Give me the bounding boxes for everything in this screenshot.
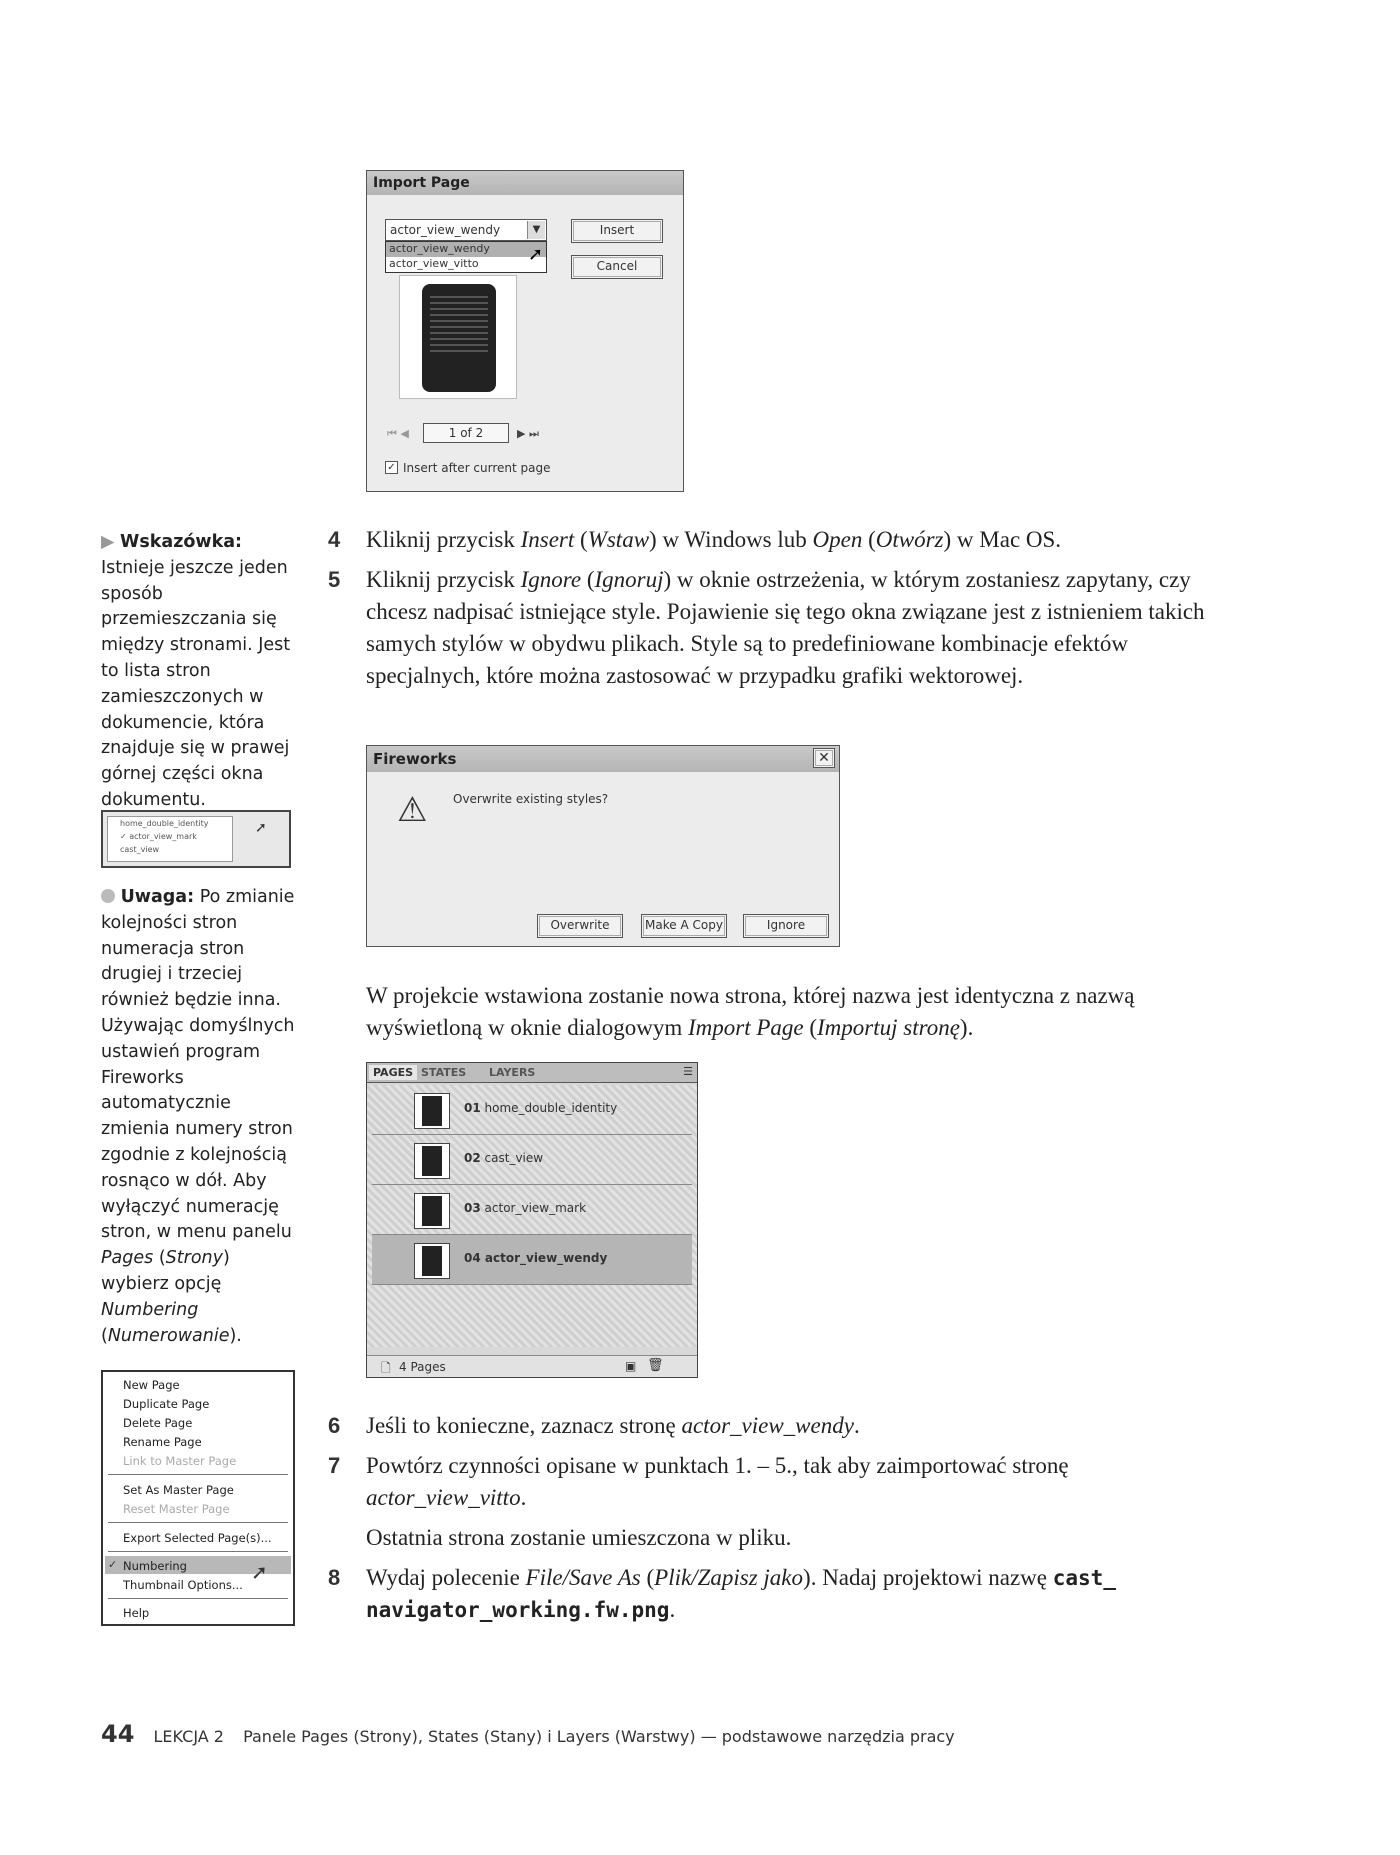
- page-row[interactable]: [372, 1085, 692, 1135]
- step-text: [366, 1562, 1226, 1626]
- dialog-title: Import Page: [367, 171, 683, 195]
- insert-after-label: Insert after current page: [403, 461, 551, 475]
- page-preview: [399, 275, 517, 399]
- page-list-popup: [107, 816, 233, 862]
- trash-icon[interactable]: 🗑: [647, 1358, 664, 1373]
- em: File/Save As: [525, 1565, 641, 1590]
- paragraph-new-page: [366, 980, 1226, 1044]
- em: Otwórz: [875, 527, 944, 552]
- fireworks-dialog: [366, 745, 840, 947]
- page-label: cast_view: [484, 1151, 544, 1165]
- em: Importuj stronę: [817, 1015, 960, 1040]
- text: Jeśli to konieczne, zaznacz stronę: [366, 1413, 682, 1438]
- page-num: 04: [464, 1251, 481, 1265]
- step-text: [366, 524, 1226, 556]
- page-number-field[interactable]: 1 of 2: [423, 423, 509, 443]
- page-name: [464, 1101, 617, 1115]
- text: .: [669, 1597, 676, 1622]
- panel-footer: [367, 1355, 697, 1377]
- menu-item-thumbnail-options[interactable]: Thumbnail Options...: [123, 1578, 243, 1592]
- footer-title: Panele Pages (Strony), States (Stany) i Layers (Warstwy) — podstawowe narzędzia pracy: [243, 1727, 955, 1746]
- page-row-selected[interactable]: [372, 1235, 692, 1285]
- text: Powtórz czynności opisane w punktach 1. – 5., tak aby zaimportować stronę: [366, 1453, 1069, 1478]
- text: Ostatnia strona zostanie umieszczona w pliku.: [366, 1525, 792, 1550]
- list-item-label: actor_view_mark: [129, 832, 197, 841]
- panel-menu-icon[interactable]: ☰: [683, 1065, 693, 1078]
- step-text: [366, 1450, 1186, 1514]
- list-item[interactable]: home_double_identity: [120, 819, 209, 828]
- note-box: [101, 885, 299, 1349]
- page-list-screenshot: [101, 810, 291, 868]
- em: Import Page: [687, 1015, 804, 1040]
- page-dropdown-list: [385, 241, 547, 273]
- text: ) w Mac OS.: [943, 527, 1062, 552]
- text: (: [574, 527, 588, 552]
- page-thumbnail: [414, 1193, 450, 1229]
- page-row[interactable]: [372, 1135, 692, 1185]
- em: Wstaw: [587, 527, 650, 552]
- note-text: (: [101, 1325, 108, 1346]
- page-row[interactable]: [372, 1185, 692, 1235]
- panel-tab-bar: [367, 1063, 697, 1083]
- text: ). Nadaj projektowi nazwę: [803, 1565, 1053, 1590]
- note-em: Strony: [165, 1248, 223, 1269]
- menu-item-reset-master: Reset Master Page: [123, 1502, 230, 1516]
- paragraph-last-page: [366, 1522, 1226, 1554]
- menu-item-rename-page[interactable]: Rename Page: [123, 1435, 202, 1449]
- ignore-button[interactable]: Ignore: [743, 914, 829, 938]
- note-text: (: [153, 1248, 166, 1269]
- page-num: 03: [464, 1201, 481, 1215]
- text: (: [803, 1015, 818, 1040]
- menu-item-link-master: Link to Master Page: [123, 1454, 237, 1468]
- em: Ignore: [520, 567, 582, 592]
- first-page-icon[interactable]: ⏮ ◀: [387, 427, 409, 440]
- step-number: 8: [328, 1565, 341, 1590]
- menu-separator: [108, 1474, 288, 1475]
- page-name: [464, 1201, 586, 1215]
- page-number: 44: [101, 1720, 135, 1748]
- text: Kliknij przycisk: [366, 567, 521, 592]
- dropdown-option[interactable]: actor_view_wendy: [386, 242, 546, 257]
- note-em: Numerowanie: [107, 1325, 230, 1346]
- cancel-button[interactable]: Cancel: [571, 255, 663, 279]
- code: navigator_working.fw.png: [366, 1598, 670, 1622]
- overwrite-button[interactable]: Overwrite: [537, 914, 623, 938]
- tip-heading-row: [101, 530, 299, 556]
- text: ) w oknie ostrzeżenia, w którym zostaniesz zapytany, czy chcesz nadpisać istniejące style. Pojawienie się tego okna związane jest z istnieniem takich samych stylów w obydwu plikach. Style są to predefiniowane kombinacje efektów specjalnych, które można zastosować w przypadku grafiki wektorowej.: [366, 567, 1205, 688]
- menu-separator: [108, 1551, 288, 1552]
- em: Ignoruj: [594, 567, 664, 592]
- cursor-icon: ➚: [528, 244, 544, 265]
- note-text: ) wybierz opcję: [101, 1248, 230, 1294]
- page-name: [464, 1151, 543, 1165]
- note-heading: Uwaga:: [120, 887, 195, 907]
- import-page-dialog: [366, 170, 684, 492]
- menu-item-help[interactable]: Help: [123, 1606, 150, 1620]
- cursor-icon: ➚: [255, 820, 267, 836]
- code: cast_: [1052, 1566, 1116, 1590]
- pages-panel-menu: [101, 1370, 295, 1626]
- step-text: [366, 564, 1226, 692]
- page-thumbnail: [414, 1143, 450, 1179]
- menu-item-duplicate-page[interactable]: Duplicate Page: [123, 1397, 210, 1411]
- page-thumbnail: [414, 1243, 450, 1279]
- page-footer: [101, 1720, 955, 1748]
- pages-list: [367, 1085, 697, 1347]
- menu-item-export[interactable]: Export Selected Page(s)...: [123, 1531, 272, 1545]
- page-label: home_double_identity: [484, 1101, 618, 1115]
- menu-separator: [108, 1598, 288, 1599]
- menu-item-new-page[interactable]: New Page: [123, 1378, 180, 1392]
- em: Plik/Zapisz jako: [654, 1565, 804, 1590]
- list-item[interactable]: cast_view: [120, 845, 160, 854]
- step-number: 6: [328, 1413, 341, 1438]
- lesson-label: LEKCJA 2: [153, 1727, 224, 1746]
- tip-text: Istnieje jeszcze jeden sposób przemieszczania się między stronami. Jest to lista stron zamieszczonych w dokumencie, która znajduje się w prawej górnej części okna dokumentu.: [101, 557, 291, 810]
- em: actor_view_vitto: [366, 1485, 521, 1510]
- insert-button[interactable]: Insert: [571, 219, 663, 243]
- menu-item-numbering[interactable]: Numbering: [123, 1559, 187, 1573]
- dropdown-option[interactable]: actor_view_vitto: [389, 257, 479, 270]
- new-page-icon[interactable]: ▣: [625, 1359, 637, 1373]
- tip-heading: Wskazówka:: [120, 532, 243, 552]
- page-icon: 🗋: [381, 1361, 391, 1375]
- list-item[interactable]: ✓ actor_view_mark: [120, 832, 197, 841]
- menu-item-delete-page[interactable]: Delete Page: [123, 1416, 193, 1430]
- preview-content: [430, 296, 488, 356]
- menu-separator: [108, 1522, 288, 1523]
- page-select-value: actor_view_wendy: [390, 223, 501, 237]
- page-num: 01: [464, 1101, 481, 1115]
- warning-icon: ⚠: [397, 790, 428, 830]
- dialog-message: Overwrite existing styles?: [453, 792, 609, 806]
- text: (: [862, 527, 876, 552]
- text: (: [640, 1565, 655, 1590]
- note-em: Numbering: [101, 1299, 199, 1320]
- em: actor_view_wendy: [681, 1413, 854, 1438]
- text: .: [520, 1485, 527, 1510]
- check-icon: ✓: [108, 1558, 118, 1571]
- text: ).: [959, 1015, 974, 1040]
- page-label: actor_view_mark: [484, 1201, 587, 1215]
- tip-box: [101, 530, 299, 814]
- page-select[interactable]: [385, 219, 547, 241]
- text: ) w Windows lub: [649, 527, 813, 552]
- arrow-icon: ▶: [101, 532, 115, 552]
- step-number: 5: [328, 567, 341, 592]
- cursor-icon: ➚: [251, 1560, 268, 1584]
- menu-item-set-master[interactable]: Set As Master Page: [123, 1483, 234, 1497]
- step-number: 7: [328, 1453, 341, 1478]
- page-name: [464, 1251, 607, 1265]
- text: Wydaj polecenie: [366, 1565, 526, 1590]
- tab-pages[interactable]: PAGES: [369, 1065, 417, 1080]
- text: .: [853, 1413, 860, 1438]
- dialog-title: Fireworks: [367, 746, 839, 772]
- step-text: [366, 1410, 1226, 1442]
- text: Kliknij przycisk: [366, 527, 521, 552]
- step-number: 4: [328, 527, 341, 552]
- note-text: ).: [229, 1325, 242, 1346]
- page-num: 02: [464, 1151, 481, 1165]
- text: W projekcie wstawiona zostanie nowa strona, której nazwa jest identyczna z nazwą wyświetloną w oknie dialogowym: [366, 983, 1135, 1040]
- tab-layers[interactable]: LAYERS: [489, 1066, 536, 1079]
- page-thumbnail: [414, 1093, 450, 1129]
- em: Insert: [520, 527, 575, 552]
- page-label: actor_view_wendy: [484, 1251, 608, 1265]
- em: Open: [812, 527, 863, 552]
- tab-states[interactable]: STATES: [421, 1066, 467, 1079]
- make-copy-button[interactable]: Make A Copy: [641, 914, 727, 938]
- note-em: Pages: [101, 1248, 154, 1269]
- text: (: [581, 567, 595, 592]
- close-icon[interactable]: ✕: [813, 748, 835, 768]
- next-page-icon[interactable]: ▶ ⏭: [517, 427, 539, 440]
- bullet-icon: [101, 889, 115, 903]
- chevron-down-icon[interactable]: ▼: [527, 221, 545, 239]
- pages-panel: [366, 1062, 698, 1378]
- page-count: 4 Pages: [399, 1360, 446, 1374]
- insert-after-checkbox[interactable]: ✓: [385, 461, 398, 474]
- note-text: Po zmianie kolejności stron numeracja stron drugiej i trzeciej również będzie inna. Używając domyślnych ustawień program Fireworks automatycznie zmienia numery stron zgodnie z kolejnością rosnąco w dół. Aby wyłączyć numerację stron, w menu panelu: [101, 887, 295, 1243]
